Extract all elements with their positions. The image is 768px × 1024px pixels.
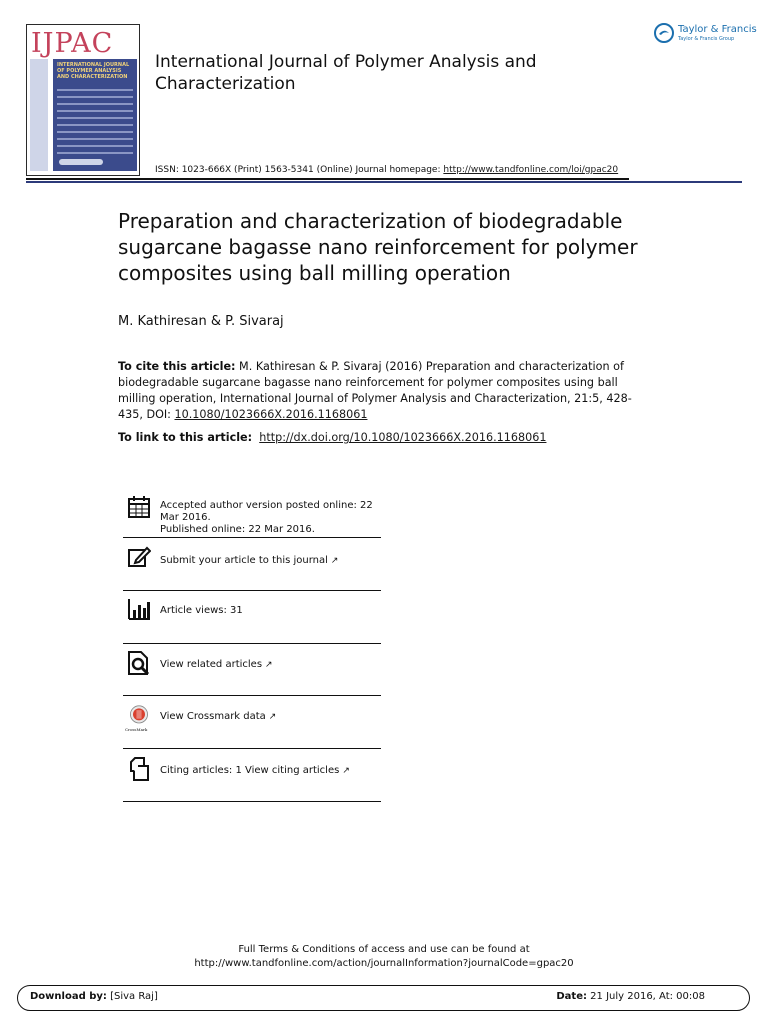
download-by-value: [Siva Raj] bbox=[106, 991, 158, 1002]
external-link-icon: ↗ bbox=[268, 712, 277, 722]
header-divider bbox=[26, 178, 629, 180]
issn-line bbox=[155, 165, 618, 175]
cover-panel-text: INTERNATIONAL JOURNAL OF POLYMER ANALYSIS AND CHARACTERIZATION bbox=[57, 62, 130, 80]
terms-line: Full Terms & Conditions of access and use can be found at bbox=[238, 944, 530, 955]
download-date bbox=[556, 991, 705, 1002]
terms-url[interactable]: http://www.tandfonline.com/action/journalInformation?journalCode=gpac20 bbox=[194, 958, 574, 969]
edit-icon bbox=[127, 545, 151, 569]
article-views: Article views: 31 bbox=[160, 605, 243, 616]
download-by bbox=[30, 991, 158, 1002]
article-doi-url[interactable]: http://dx.doi.org/10.1080/1023666X.2016.1168061 bbox=[259, 431, 547, 444]
crossmark-icon bbox=[127, 705, 151, 729]
article-title: Preparation and characterization of biodegradable sugarcane bagasse nano reinforcement for polymer composites using ball milling operation bbox=[118, 209, 638, 285]
header-divider-blue bbox=[26, 181, 742, 183]
journal-cover-image bbox=[26, 24, 140, 176]
journal-title: International Journal of Polymer Analysis and Characterization bbox=[155, 52, 537, 94]
crossmark-label: View Crossmark data bbox=[160, 711, 266, 722]
submit-article-link[interactable] bbox=[160, 555, 380, 567]
related-articles-label: View related articles bbox=[160, 659, 263, 670]
download-info-bar bbox=[17, 985, 750, 1011]
info-divider bbox=[123, 801, 381, 802]
published-date: Published online: 22 Mar 2016. bbox=[160, 524, 315, 535]
submit-article-label: Submit your article to this journal bbox=[160, 555, 328, 566]
issn-text: ISSN: 1023-666X (Print) 1563-5341 (Online) Journal homepage: bbox=[155, 165, 444, 175]
related-articles-link[interactable] bbox=[160, 659, 380, 671]
article-link-line bbox=[118, 431, 546, 444]
publisher-logo-icon bbox=[654, 23, 674, 43]
journal-homepage-link[interactable]: http://www.tandfonline.com/loi/gpac20 bbox=[443, 165, 619, 175]
citations-icon bbox=[127, 757, 151, 781]
cover-publisher-logo bbox=[59, 159, 103, 165]
link-label: To link to this article: bbox=[118, 431, 253, 444]
article-authors: M. Kathiresan & P. Sivaraj bbox=[118, 314, 284, 329]
external-link-icon: ↗ bbox=[330, 556, 339, 566]
external-link-icon: ↗ bbox=[265, 660, 273, 670]
external-link-icon: ↗ bbox=[342, 766, 350, 776]
bar-chart-icon bbox=[127, 597, 151, 621]
publisher-group: Taylor & Francis Group bbox=[678, 36, 735, 42]
publisher-name: Taylor & Francis bbox=[678, 24, 757, 35]
crossmark-link[interactable] bbox=[160, 711, 380, 723]
doi-link[interactable]: 10.1080/1023666X.2016.1168061 bbox=[174, 408, 368, 421]
cover-panel bbox=[53, 59, 137, 171]
download-by-label: Download by: bbox=[30, 991, 107, 1002]
cite-label: To cite this article: bbox=[118, 360, 236, 373]
cite-text: M. Kathiresan & P. Sivaraj (2016) Preparation and characterization of biodegradable sugarcane bagasse nano reinforcement for polymer composites using ball milling operation, International Journal of Polymer Analysis and Characterization, 21:5, 428-435, DOI: bbox=[118, 360, 632, 421]
info-divider bbox=[123, 748, 381, 749]
cover-title: IJPAC bbox=[31, 28, 114, 59]
citing-articles-label: Citing articles: 1 View citing articles bbox=[160, 765, 340, 776]
download-date-label: Date: bbox=[556, 991, 587, 1002]
download-date-value: 21 July 2016, At: 00:08 bbox=[586, 991, 705, 1002]
accepted-date: Accepted author version posted online: 22 Mar 2016. bbox=[160, 500, 373, 523]
cover-decoration-lines bbox=[57, 89, 133, 159]
info-divider bbox=[123, 695, 381, 696]
terms-notice bbox=[0, 943, 768, 971]
document-search-icon bbox=[127, 651, 151, 675]
info-divider bbox=[123, 643, 381, 644]
info-divider bbox=[123, 590, 381, 591]
calendar-icon bbox=[127, 495, 151, 519]
cover-strip bbox=[30, 59, 48, 171]
citing-articles-link[interactable] bbox=[160, 765, 380, 777]
crossmark-caption: CrossMark bbox=[125, 727, 148, 732]
citation-block bbox=[118, 359, 638, 423]
info-divider bbox=[123, 537, 381, 538]
